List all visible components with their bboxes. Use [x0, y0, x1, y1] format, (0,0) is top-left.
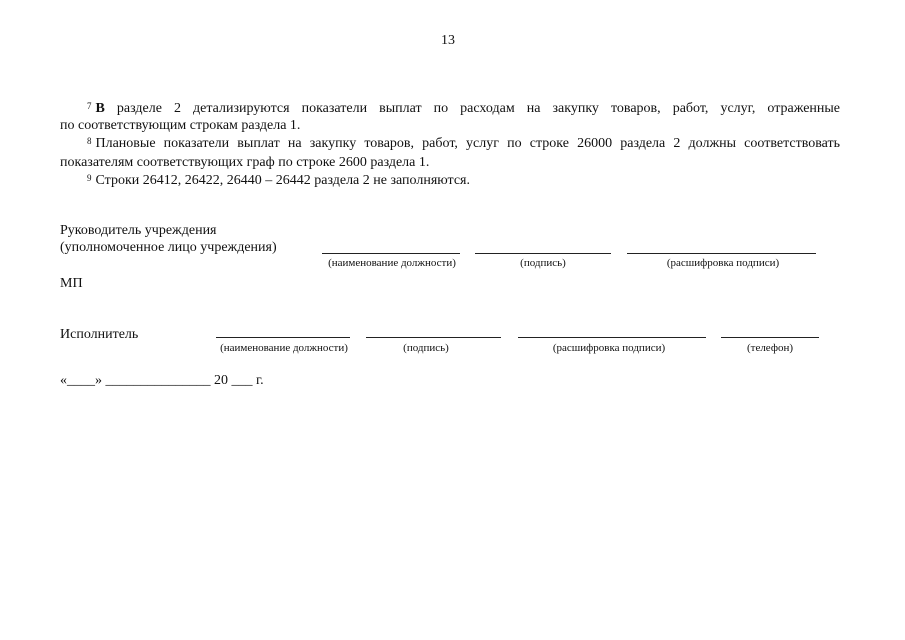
executor-caption-decoding: (расшифровка подписи)	[552, 342, 666, 354]
footnote-7-line1	[87, 100, 840, 117]
footnote-7-lead: В	[95, 101, 105, 116]
footnote-7-mark: 7	[87, 101, 92, 111]
head-signature-line	[475, 253, 611, 254]
head-caption-decoding: (расшифровка подписи)	[666, 257, 780, 269]
head-caption-signature: (подпись)	[520, 257, 566, 269]
page-number: 13	[441, 33, 455, 48]
date-line: «____» _______________ 20 ___ г.	[60, 373, 264, 388]
executor-caption-signature: (подпись)	[403, 342, 449, 354]
head-title-line1: Руководитель учреждения	[60, 223, 217, 238]
executor-phone-line	[721, 337, 819, 338]
executor-title: Исполнитель	[60, 327, 139, 342]
stamp-mark: МП	[60, 276, 83, 291]
head-position-line	[322, 253, 460, 254]
footnote-8-line2: показателям соответствующих граф по строке 2600 раздела 1.	[60, 155, 430, 170]
footnote-8-text: Плановые показатели выплат на закупку товаров, работ, услуг по строке 26000 раздела 2 должны соответствовать	[95, 136, 840, 151]
head-caption-position: (наименование должности)	[328, 257, 456, 269]
footnote-7-line2: по соответствующим строкам раздела 1.	[60, 118, 301, 133]
head-title-line2: (уполномоченное лицо учреждения)	[60, 240, 277, 255]
footnote-8-line1	[87, 135, 840, 152]
executor-decoding-line	[518, 337, 706, 338]
executor-position-line	[216, 337, 350, 338]
footnote-8-mark: 8	[87, 136, 92, 146]
executor-caption-position: (наименование должности)	[220, 342, 348, 354]
head-decoding-line	[627, 253, 816, 254]
footnote-9-text: Строки 26412, 26422, 26440 – 26442 раздела 2 не заполняются.	[95, 173, 470, 188]
footnote-7-text: разделе 2 детализируются показатели выплат по расходам на закупку товаров, работ, услуг, отраженные	[116, 101, 841, 116]
footnote-9-mark: 9	[87, 173, 92, 183]
executor-caption-phone: (телефон)	[746, 342, 794, 354]
executor-signature-line	[366, 337, 501, 338]
footnote-9-line1	[87, 172, 470, 189]
